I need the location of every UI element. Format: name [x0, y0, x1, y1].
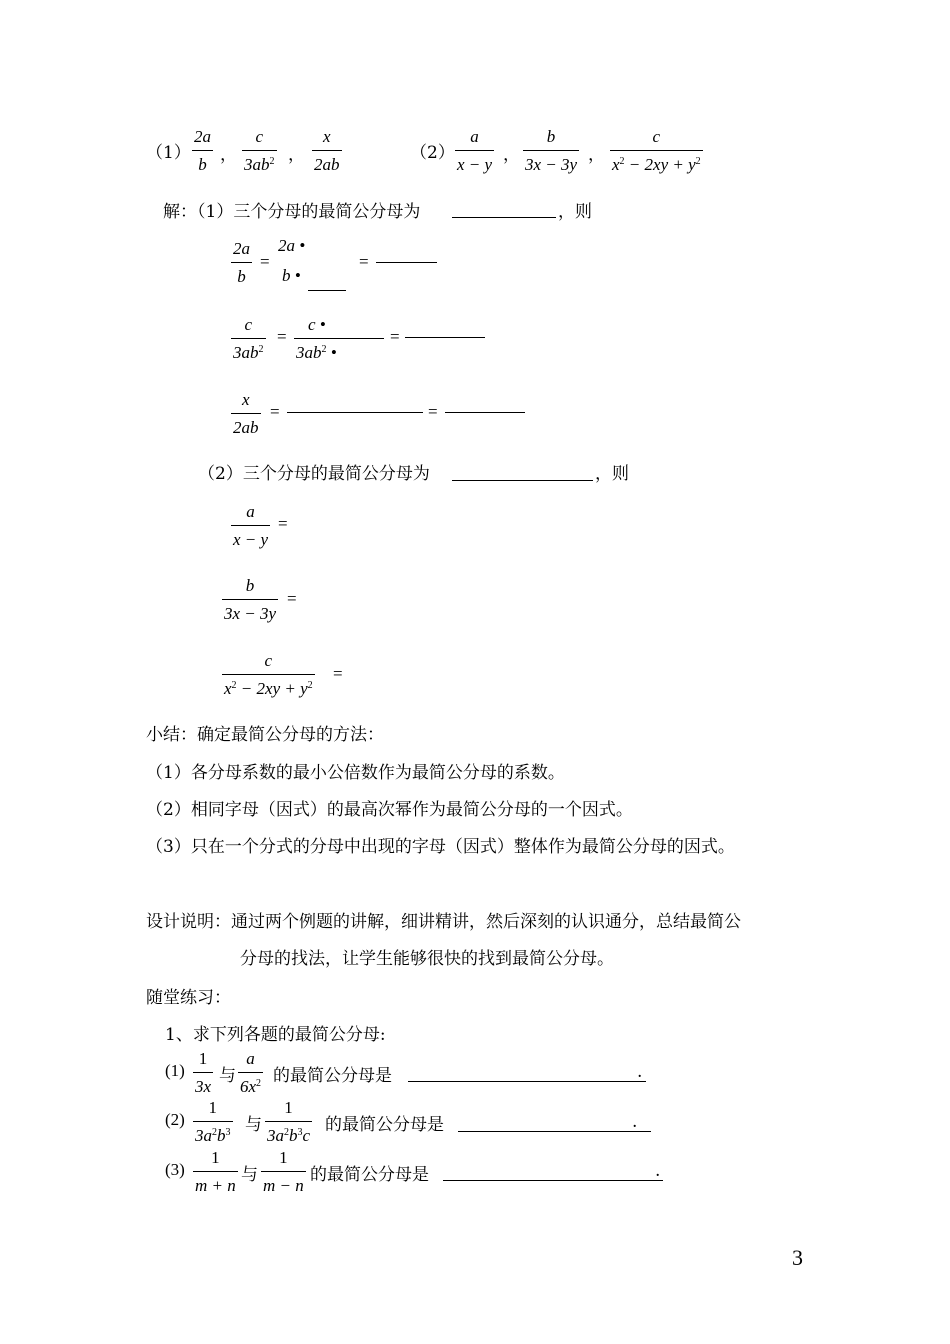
answer-blank[interactable]	[452, 217, 556, 218]
design-note-line-2: 分母的找法，让学生能够很快的找到最简公分母。	[240, 949, 614, 969]
answer-blank[interactable]	[376, 262, 437, 263]
period: .	[655, 1161, 661, 1181]
and-text: 与	[241, 1165, 258, 1185]
problem-1-label: （1）	[146, 143, 191, 163]
fill-numerator: 2a •	[278, 236, 306, 255]
fraction-1-over-m-plus-n: 1 m + n	[195, 1148, 236, 1195]
equals-sign: =	[390, 327, 400, 346]
answer-blank[interactable]	[458, 1131, 651, 1132]
fraction-a-over-x-minus-y: a x − y	[457, 127, 493, 174]
summary-title: 小结：确定最简公分母的方法：	[146, 725, 384, 745]
suffix-text: 的最简公分母是	[325, 1115, 444, 1135]
solution-intro-1: 解：（1）三个分母的最简公分母为	[163, 202, 421, 222]
problem-2-label: （2）	[410, 143, 455, 163]
fraction-2a-over-b: 2a b	[233, 239, 250, 286]
and-text: 与	[219, 1066, 236, 1086]
fraction-1-over-3a2b3: 1 $3a^2b^3$	[195, 1098, 231, 1145]
fraction-b-over-3x-minus-3y: b 3x − 3y	[525, 127, 578, 174]
answer-blank[interactable]	[452, 480, 593, 481]
answer-blank[interactable]	[405, 337, 485, 338]
equals-sign: =	[333, 664, 343, 683]
comma: ，	[588, 145, 605, 164]
answer-blank[interactable]	[443, 1180, 663, 1181]
fill-fraction[interactable]: c • $3ab^2$ •	[294, 316, 384, 361]
then-text: ，则	[595, 464, 629, 484]
summary-item: （1）各分母系数的最小公倍数作为最简公分母的系数。	[146, 763, 565, 783]
period: .	[632, 1112, 638, 1132]
fraction-1-over-m-minus-n: 1 m − n	[263, 1148, 304, 1195]
comma: ，	[503, 145, 520, 164]
comma: ，	[288, 145, 305, 164]
fraction-c-over-3ab2: c $3ab^2$	[244, 127, 275, 174]
fraction-c-over-quadratic: c $x^2 - 2xy + y^2$	[224, 651, 313, 698]
equals-sign: =	[287, 589, 297, 608]
fraction-x-over-2ab: x 2ab	[233, 390, 259, 437]
fraction-1-over-3a2b3c: 1 $3a^2b^3c$	[267, 1098, 311, 1145]
suffix-text: 的最简公分母是	[273, 1066, 392, 1086]
fraction-a-over-x-minus-y: a x − y	[233, 502, 269, 549]
design-note-line-1: 设计说明：通过两个例题的讲解，细讲精讲，然后深刻的认识通分，总结最简公	[146, 912, 741, 932]
fill-denominator: b •	[282, 266, 301, 285]
equals-sign: =	[428, 402, 438, 421]
fraction-a-over-6x2: a $6x^2$	[240, 1049, 262, 1096]
and-text: 与	[245, 1115, 262, 1135]
fraction-2a-over-b: 2a b	[194, 127, 211, 174]
equals-sign: =	[270, 402, 280, 421]
comma: ，	[220, 145, 237, 164]
practice-item-label: (2)	[165, 1110, 185, 1129]
answer-blank[interactable]	[408, 1081, 646, 1082]
equals-sign: =	[277, 327, 287, 346]
fraction-b-over-3x-minus-3y: b 3x − 3y	[224, 576, 277, 623]
equals-sign: =	[278, 514, 288, 533]
practice-item-label: (1)	[165, 1061, 185, 1080]
equals-sign: =	[260, 252, 270, 271]
practice-question: 1、求下列各题的最简公分母:	[165, 1025, 386, 1045]
fraction-1-over-3x: 1 3x	[195, 1049, 212, 1096]
denominator-blank[interactable]	[308, 290, 346, 291]
summary-item: （3）只在一个分式的分母中出现的字母（因式）整体作为最简公分母的因式。	[146, 837, 735, 857]
practice-title: 随堂练习：	[146, 988, 231, 1008]
equals-sign: =	[359, 252, 369, 271]
solution-intro-2: （2）三个分母的最简公分母为	[198, 464, 430, 484]
practice-item-label: (3)	[165, 1160, 185, 1179]
answer-blank[interactable]	[445, 412, 525, 413]
fraction-x-over-2ab: x 2ab	[314, 127, 340, 174]
fraction-c-over-3ab2: c $3ab^2$	[233, 315, 264, 362]
period: .	[637, 1062, 643, 1082]
summary-item: （2）相同字母（因式）的最高次幂作为最简公分母的一个因式。	[146, 800, 633, 820]
fraction-c-over-quadratic: c $x^2 - 2xy + y^2$	[612, 127, 701, 174]
page-number: 3	[792, 1245, 803, 1270]
then-text: ，则	[558, 202, 592, 222]
answer-blank[interactable]	[287, 412, 423, 413]
suffix-text: 的最简公分母是	[310, 1165, 429, 1185]
